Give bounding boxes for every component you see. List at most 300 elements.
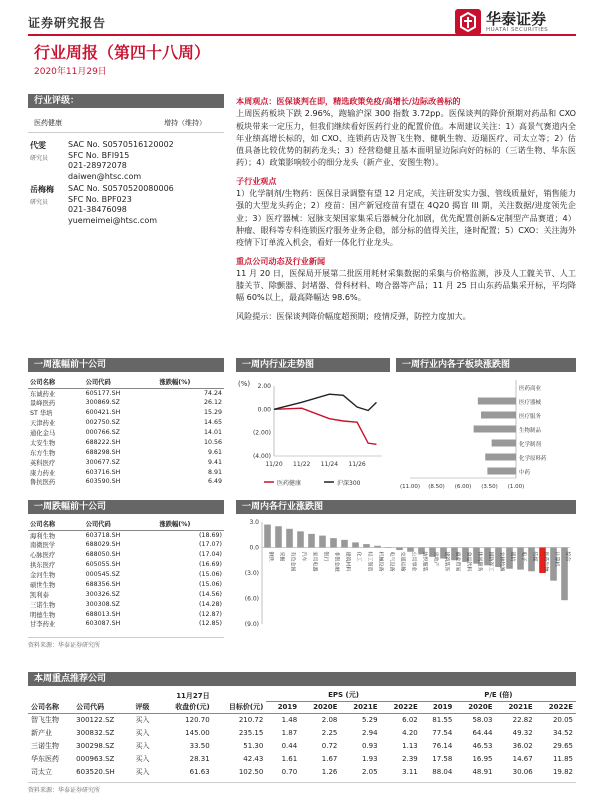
losers-table bbox=[28, 518, 224, 629]
subsector-bar bbox=[481, 412, 516, 419]
y-tick-label: (4.00) bbox=[252, 453, 271, 460]
table-cell: 605055.SH bbox=[85, 561, 121, 569]
table-cell: 16.95 bbox=[472, 754, 493, 763]
x-tick-label: (3.50) bbox=[481, 484, 498, 490]
rating-value: 增持（维持） bbox=[164, 119, 206, 127]
table-cell: 300677.SZ bbox=[85, 458, 120, 466]
table-cell: 6.49 bbox=[207, 478, 222, 486]
table-row bbox=[28, 589, 224, 599]
subsector-bar bbox=[492, 440, 516, 447]
industry-label: 轻工制造 bbox=[366, 551, 373, 572]
table-cell: 智飞生物 bbox=[31, 715, 59, 724]
legend-label-hs300: 沪深300 bbox=[337, 480, 361, 487]
analyst-sac: SAC No. S0570516120002 bbox=[68, 140, 174, 149]
table-row bbox=[28, 739, 576, 752]
col-header: 2019 bbox=[277, 703, 298, 711]
summary-block bbox=[236, 95, 576, 322]
table-cell: 34.52 bbox=[552, 728, 573, 737]
table-cell: 心脉医疗 bbox=[30, 552, 56, 560]
table-row bbox=[28, 619, 224, 629]
table-cell: (14.56) bbox=[199, 590, 222, 598]
table-cell: 300122.SZ bbox=[76, 715, 115, 724]
table-header-row bbox=[28, 376, 224, 388]
table-cell: 2.05 bbox=[361, 767, 378, 776]
col-header: 公司名称 bbox=[31, 702, 59, 711]
table-cell: 58.03 bbox=[472, 715, 493, 724]
col-header: 涨跌幅(%) bbox=[157, 518, 224, 530]
logo-name: 华泰证券 bbox=[486, 10, 547, 28]
table-cell: 688050.SH bbox=[85, 551, 121, 559]
table-cell: 2.39 bbox=[402, 754, 418, 763]
table-row bbox=[28, 447, 224, 457]
col-header: 公司代码 bbox=[84, 376, 158, 388]
table-cell: 88.04 bbox=[432, 767, 453, 776]
table-cell: 2.94 bbox=[361, 728, 378, 737]
col-header: 收盘价(元) bbox=[175, 702, 210, 711]
risk-text: 风险提示：医保谈判降价幅度超预期；疫情反弹，防控力度加大。 bbox=[236, 310, 471, 321]
table-row bbox=[28, 609, 224, 619]
industry-chart-title: 一周内各行业涨跌图 bbox=[236, 500, 576, 514]
news-title: 重点公司动态及行业新闻 bbox=[236, 255, 326, 266]
table-cell: 3.11 bbox=[402, 767, 418, 776]
industry-bar bbox=[297, 531, 304, 547]
industry-bar bbox=[308, 534, 315, 548]
table-cell: 天津药业 bbox=[30, 420, 56, 428]
analyst-phone: 021-38476098 bbox=[68, 205, 127, 214]
table-cell: 603716.SH bbox=[85, 468, 121, 476]
industry-bar bbox=[275, 526, 282, 547]
table-cell: 买入 bbox=[135, 754, 150, 763]
x-tick-label: (11.00) bbox=[399, 484, 421, 490]
table-cell: 买入 bbox=[135, 728, 150, 737]
table-cell: 鲁抗医药 bbox=[30, 479, 56, 487]
industry-label: 非银金融 bbox=[333, 551, 340, 572]
table-cell: 0.70 bbox=[281, 767, 298, 776]
rating-block bbox=[28, 94, 224, 128]
table-cell: 拱东医疗 bbox=[30, 562, 56, 570]
table-cell: 000963.SZ bbox=[76, 754, 115, 763]
table-cell: 新产业 bbox=[31, 728, 52, 737]
y-tick-label: 0.0 bbox=[249, 544, 259, 552]
table-cell: 1.61 bbox=[281, 754, 298, 763]
y-tick-label: 3.0 bbox=[249, 519, 259, 526]
subsector-label: 化学原料药 bbox=[519, 455, 547, 462]
view-title: 本周观点：医保谈判在即，精选政策免疫/高增长/边际改善标的 bbox=[236, 96, 461, 106]
col-header: 2020E bbox=[468, 703, 493, 711]
table-cell: 14.65 bbox=[203, 419, 222, 427]
view-text: 上周医药板块下跌 2.96%，跑输沪深 300 指数 3.72pp。医保谈判的降价预期对药品和 CXO 板块带来一定压力，但我们继续看好医药行业的配置价值。本周建议关注：1）高景气赛道内全年业绩高增长标的，如 CXO、连锁药店及智飞生物、健帆生物、迈瑞医疗、司太立等；2）估值具备比较优势的制药龙头；3）经营稳健且基本面明显边际向好的标的（三诺生物、华东医药）；4）政策影响较小的细分龙头（新产业、安图生物）。 bbox=[236, 108, 576, 168]
rating-row bbox=[28, 108, 224, 128]
table-row bbox=[28, 388, 224, 398]
header-divider bbox=[28, 34, 576, 36]
table-row bbox=[28, 713, 576, 726]
logo-en: HUATAI SECURITIES bbox=[486, 27, 549, 33]
industry-label: 电子 bbox=[520, 551, 527, 562]
table-cell: 1.26 bbox=[321, 767, 338, 776]
industry-label: 国防军工 bbox=[487, 551, 494, 572]
table-cell: 145.00 bbox=[185, 728, 210, 737]
industry-label: 化工 bbox=[355, 551, 362, 562]
table-cell: 1.48 bbox=[281, 715, 298, 724]
col-header: 2021E bbox=[508, 703, 533, 711]
table-cell: 688222.SH bbox=[85, 438, 121, 446]
industry-label: 建筑装饰 bbox=[443, 551, 450, 572]
table-cell: (16.69) bbox=[199, 561, 222, 569]
table-cell: 通化金马 bbox=[30, 430, 56, 437]
table-cell: 华东医药 bbox=[31, 754, 59, 763]
table-cell: (17.04) bbox=[199, 551, 222, 559]
table-row bbox=[28, 428, 224, 438]
industry-label: 计算机 bbox=[553, 551, 560, 567]
industry-label: 公用事业 bbox=[410, 551, 417, 572]
table-cell: 120.70 bbox=[185, 715, 210, 724]
table-row bbox=[28, 457, 224, 467]
table-cell: 金河生物 bbox=[30, 572, 56, 579]
table-cell: 三诺生物 bbox=[30, 601, 56, 609]
gainers-block bbox=[28, 358, 224, 487]
industry-bar bbox=[352, 542, 359, 547]
subsector-label: 化学制剂 bbox=[519, 441, 542, 448]
table-cell: 司太立 bbox=[31, 767, 52, 776]
table-cell: 688013.SH bbox=[85, 610, 121, 618]
industry-label: 农林牧渔 bbox=[498, 551, 505, 572]
eps-group-header: EPS (元) bbox=[266, 690, 420, 701]
table-row bbox=[28, 765, 576, 778]
table-cell: 东诚药业 bbox=[30, 390, 56, 398]
table-cell: 300869.SZ bbox=[85, 399, 120, 407]
industry-label: 通信 bbox=[509, 551, 516, 562]
industry-bar bbox=[330, 538, 337, 547]
table-cell: 28.31 bbox=[189, 754, 210, 763]
table-cell: (17.07) bbox=[199, 541, 222, 549]
industry-label: 电气设备 bbox=[388, 551, 395, 572]
table-cell: 300326.SZ bbox=[85, 590, 120, 598]
y-tick-label: (9.0) bbox=[244, 621, 259, 628]
table-cell: 603718.SH bbox=[85, 531, 121, 539]
table-row bbox=[28, 477, 224, 487]
table-cell: 102.50 bbox=[238, 767, 264, 776]
report-type: 证券研究报告 bbox=[28, 16, 107, 30]
table-cell: (14.28) bbox=[199, 600, 222, 608]
col-header: 2022E bbox=[393, 703, 418, 711]
table-cell: 1.13 bbox=[402, 741, 418, 750]
x-tick-label: 11/22 bbox=[293, 461, 311, 468]
industry-label: 采掘 bbox=[278, 551, 285, 562]
table-cell: 300298.SZ bbox=[76, 741, 115, 750]
analyst-2 bbox=[30, 184, 226, 226]
report-title: 行业周报（第四十八周） bbox=[34, 43, 211, 62]
industry-bar bbox=[374, 546, 381, 548]
table-cell: 2.25 bbox=[321, 728, 338, 737]
col-header: 公司代码 bbox=[84, 518, 158, 530]
news-text: 11 月 20 日，医保局开展第二批医用耗材采集数据的采集与价格监测，涉及人工髋关节、人工膝关节、除颤器、封堵器、骨科材料、吻合器等产品；11 月 25 日山东药品集采开标，平均降幅 60%以上，最高降幅达 98.6%。 bbox=[236, 267, 576, 303]
analyst-phone: 021-28972078 bbox=[68, 161, 127, 170]
recommend-section-title: 本周重点推荐公司 bbox=[28, 672, 576, 686]
table-cell: 东方生物 bbox=[30, 449, 56, 457]
industry-label: 交通运输 bbox=[399, 551, 406, 572]
divider bbox=[28, 132, 224, 133]
table-cell: 603087.SH bbox=[85, 620, 121, 628]
table-row bbox=[28, 570, 224, 580]
table-cell: (18.69) bbox=[199, 531, 222, 539]
table-group-header-row bbox=[28, 690, 576, 701]
subsector-chart-title: 一周行业内各子板块涨跌图 bbox=[396, 358, 576, 372]
x-tick-label: (6.00) bbox=[454, 484, 472, 490]
col-header: 公司代码 bbox=[76, 702, 105, 711]
table-cell: 8.91 bbox=[207, 468, 222, 476]
industry-chart-block bbox=[236, 500, 576, 670]
table-row bbox=[28, 579, 224, 589]
table-cell: 51.30 bbox=[243, 741, 264, 750]
subsector-label: 中药 bbox=[519, 469, 531, 476]
industry-bar bbox=[385, 548, 392, 549]
table-row bbox=[28, 437, 224, 447]
table-cell: 74.24 bbox=[203, 389, 222, 397]
industry-label: 有色金属 bbox=[289, 551, 296, 572]
analyst-sfc: SFC No. BPF023 bbox=[68, 194, 132, 204]
table-cell: 0.44 bbox=[281, 741, 298, 750]
table-cell: (12.85) bbox=[199, 620, 222, 628]
table-header-row bbox=[28, 518, 224, 530]
analyst-email[interactable]: yuemeimei@htsc.com bbox=[68, 215, 158, 225]
table-cell: (15.06) bbox=[199, 571, 222, 578]
legend-label-pharma: 医药健康 bbox=[277, 480, 302, 487]
table-cell: 49.32 bbox=[512, 728, 533, 737]
industry-label: 家用电器 bbox=[311, 551, 318, 572]
table-cell: 002750.SZ bbox=[85, 419, 120, 427]
table-cell: 81.55 bbox=[432, 715, 453, 724]
table-cell: 0.93 bbox=[361, 741, 378, 750]
table-row bbox=[28, 398, 224, 408]
table-cell: 4.20 bbox=[402, 728, 418, 737]
col-header: 公司名称 bbox=[28, 518, 84, 530]
table-cell: 2.08 bbox=[321, 715, 338, 724]
subsector-bar bbox=[487, 468, 516, 475]
table-cell: 15.29 bbox=[203, 409, 222, 417]
table-cell: 买入 bbox=[135, 741, 150, 750]
table-cell: 64.44 bbox=[472, 728, 493, 737]
table-cell: 硕世生物 bbox=[30, 581, 56, 589]
x-tick-label: 11/20 bbox=[265, 461, 283, 468]
table-row bbox=[28, 540, 224, 550]
industry-label: 纺织服装 bbox=[421, 551, 428, 572]
losers-source: 资料来源：华泰证券研究所 bbox=[28, 637, 224, 649]
analyst-name: 岳梅梅 bbox=[30, 185, 54, 194]
table-cell: 36.02 bbox=[512, 741, 533, 750]
subsector-label: 医药商业 bbox=[519, 385, 542, 392]
col-header: 2021E bbox=[353, 703, 378, 711]
table-cell: 688298.SH bbox=[85, 448, 121, 456]
losers-block bbox=[28, 500, 224, 649]
subsector-text: 1）化学制剂/生物药：医保目录调整有望 12 月定成，关注研发实力强、管线质量好，销售能力强的大型龙头药企；2）疫苗：国产新冠疫苗有望在 4Q20 揭盲 III 期，关注数据/进度领先企业；3）医疗器械：冠脉支架国家集采后器械分化加剧，优先配置创新&定制型产品赛道；4）肿瘤、眼科等专科连锁医疗服务业务企稳，部分标的值得关注，逢时配置；5）CXO：关注海外疫情下订单流入机会，看好一体化行业龙头。 bbox=[236, 188, 576, 248]
table-row bbox=[28, 550, 224, 560]
table-cell: ST 华培 bbox=[30, 410, 53, 418]
recommend-table bbox=[28, 690, 576, 778]
subsector-bar-chart bbox=[396, 372, 576, 502]
y-tick-label: 0.00 bbox=[257, 406, 271, 414]
rating-industry: 医药健康 bbox=[34, 119, 62, 127]
table-cell: 48.91 bbox=[472, 767, 493, 776]
table-cell: 605177.SH bbox=[85, 389, 121, 397]
table-cell: 42.43 bbox=[243, 754, 264, 763]
table-cell: 9.61 bbox=[207, 448, 222, 456]
subsector-bar bbox=[485, 454, 516, 461]
table-cell: 000766.SZ bbox=[85, 429, 120, 436]
logo-mark-icon bbox=[455, 9, 481, 35]
report-date: 2020年11月29日 bbox=[34, 67, 107, 77]
gainers-section-title: 一周涨幅前十公司 bbox=[28, 358, 224, 372]
x-tick-label: (1.00) bbox=[507, 484, 525, 490]
table-row bbox=[28, 726, 576, 739]
table-cell: 46.53 bbox=[472, 741, 493, 750]
industry-label: 银行 bbox=[322, 551, 329, 562]
table-cell: 康力药业 bbox=[30, 469, 56, 477]
table-cell: 太安生物 bbox=[30, 439, 56, 447]
table-cell: 210.72 bbox=[238, 715, 264, 724]
table-cell: 600421.SH bbox=[85, 409, 121, 417]
table-row bbox=[28, 530, 224, 540]
table-cell: 26.12 bbox=[203, 399, 222, 407]
rating-section-title: 行业评级： bbox=[28, 94, 224, 108]
table-cell: 英科医疗 bbox=[30, 459, 56, 467]
table-cell: 甘李药业 bbox=[30, 621, 56, 629]
table-cell: 海利生物 bbox=[30, 532, 56, 540]
table-row bbox=[28, 408, 224, 418]
col-header: 评级 bbox=[135, 702, 150, 711]
col-header: 涨跌幅(%) bbox=[157, 376, 224, 388]
table-cell: 明德生物 bbox=[30, 611, 56, 619]
industry-label: 房地产 bbox=[432, 551, 439, 567]
table-header-row bbox=[28, 701, 576, 713]
table-cell: 30.06 bbox=[512, 767, 533, 776]
industry-label: 传媒 bbox=[531, 551, 538, 562]
price-date-header: 11月27日 bbox=[176, 691, 210, 700]
analyst-1 bbox=[30, 140, 226, 182]
table-cell: 1.67 bbox=[321, 754, 338, 763]
industry-label: 商业贸易 bbox=[454, 551, 461, 572]
line-chart bbox=[236, 372, 390, 502]
table-cell: 76.14 bbox=[432, 741, 453, 750]
table-cell: 603520.SH bbox=[76, 767, 115, 776]
industry-bar bbox=[341, 540, 348, 548]
industry-label: 汽车 bbox=[300, 551, 307, 562]
table-cell: 5.29 bbox=[361, 715, 378, 724]
col-header: 公司名称 bbox=[28, 376, 84, 388]
subsector-chart-block bbox=[396, 358, 576, 502]
table-cell: 买入 bbox=[135, 767, 150, 776]
analyst-sfc: SFC No. BFI915 bbox=[68, 150, 130, 160]
table-row bbox=[28, 560, 224, 570]
subsector-label: 医疗器械 bbox=[519, 399, 542, 406]
table-cell: 南微医学 bbox=[30, 542, 56, 550]
losers-section-title: 一周跌幅前十公司 bbox=[28, 500, 224, 514]
table-cell: 19.82 bbox=[552, 767, 573, 776]
recommend-block bbox=[28, 672, 576, 794]
recommend-source: 资料来源：华泰证券研究所 bbox=[28, 782, 576, 794]
industry-bar bbox=[264, 525, 271, 548]
subsector-bar bbox=[474, 426, 516, 433]
y-tick-label: 2.00 bbox=[257, 383, 271, 390]
industry-label: 休闲服务 bbox=[476, 551, 483, 572]
table-cell: 凯利泰 bbox=[30, 591, 49, 599]
col-header: 2019 bbox=[432, 703, 453, 711]
table-cell: 14.01 bbox=[203, 429, 222, 436]
table-cell: 景峰医药 bbox=[30, 400, 56, 408]
industry-bar bbox=[286, 529, 293, 548]
y-tick-label: (6.0) bbox=[244, 595, 259, 603]
table-cell: 14.67 bbox=[512, 754, 533, 763]
gainers-table bbox=[28, 376, 224, 487]
table-cell: 9.41 bbox=[207, 458, 222, 466]
analyst-email[interactable]: daiwen@htsc.com bbox=[68, 171, 142, 181]
col-header: 2022E bbox=[548, 703, 573, 711]
table-cell: 33.50 bbox=[189, 741, 210, 750]
analyst-sac: SAC No. S0570520080006 bbox=[68, 184, 174, 193]
table-cell: 300832.SZ bbox=[76, 728, 115, 737]
analyst-role: 研究员 bbox=[30, 199, 49, 206]
industry-label: 食品饮料 bbox=[465, 551, 472, 572]
subsector-title: 子行业观点 bbox=[236, 175, 277, 186]
table-cell: 10.56 bbox=[203, 438, 222, 446]
table-cell: 688356.SH bbox=[85, 580, 121, 588]
industry-label: 建筑材料 bbox=[344, 551, 351, 572]
analyst-role: 研究员 bbox=[30, 155, 49, 162]
subsector-label: 生物制品 bbox=[519, 427, 542, 434]
table-cell: 688029.SH bbox=[85, 541, 121, 549]
table-row bbox=[28, 467, 224, 477]
x-tick-label: 11/26 bbox=[348, 461, 366, 468]
table-cell: 77.54 bbox=[432, 728, 453, 737]
table-cell: 603590.SH bbox=[85, 478, 121, 486]
x-tick-label: (8.50) bbox=[428, 484, 445, 490]
industry-label: 钢铁 bbox=[267, 551, 274, 562]
table-cell: 20.05 bbox=[552, 715, 573, 724]
table-cell: 22.82 bbox=[512, 715, 533, 724]
table-cell: 11.85 bbox=[552, 754, 573, 763]
table-row bbox=[28, 599, 224, 609]
line-chart-block bbox=[236, 358, 390, 502]
table-cell: 1.93 bbox=[361, 754, 378, 763]
industry-bar-chart bbox=[236, 514, 576, 670]
line-chart-unit: (%) bbox=[238, 380, 251, 388]
table-cell: 买入 bbox=[135, 715, 150, 724]
table-cell: 1.87 bbox=[281, 728, 298, 737]
table-row bbox=[28, 752, 576, 765]
industry-bar bbox=[363, 544, 370, 547]
industry-bar bbox=[396, 548, 403, 551]
x-tick-label: 11/24 bbox=[320, 461, 339, 468]
analyst-name: 代雯 bbox=[30, 141, 46, 150]
table-cell: 000545.SZ bbox=[85, 571, 120, 578]
table-cell: 235.15 bbox=[238, 728, 264, 737]
table-cell: 17.58 bbox=[432, 754, 453, 763]
series-line-pharma bbox=[274, 408, 376, 444]
table-cell: 0.72 bbox=[321, 741, 338, 750]
table-cell: 6.02 bbox=[402, 715, 418, 724]
table-cell: 29.65 bbox=[552, 741, 573, 750]
table-cell: 61.63 bbox=[189, 767, 210, 776]
col-header: 2020E bbox=[313, 703, 338, 711]
pe-group-header: P/E (倍) bbox=[421, 690, 576, 701]
table-cell: 300308.SZ bbox=[85, 600, 120, 608]
industry-label: 机械设备 bbox=[377, 551, 384, 572]
table-cell: 三诺生物 bbox=[31, 741, 59, 750]
table-cell: (12.87) bbox=[199, 610, 222, 618]
industry-label: 综合 bbox=[564, 551, 571, 562]
y-tick-label: (3.0) bbox=[244, 570, 259, 577]
industry-bar bbox=[319, 536, 326, 548]
table-cell: (15.06) bbox=[199, 580, 222, 588]
